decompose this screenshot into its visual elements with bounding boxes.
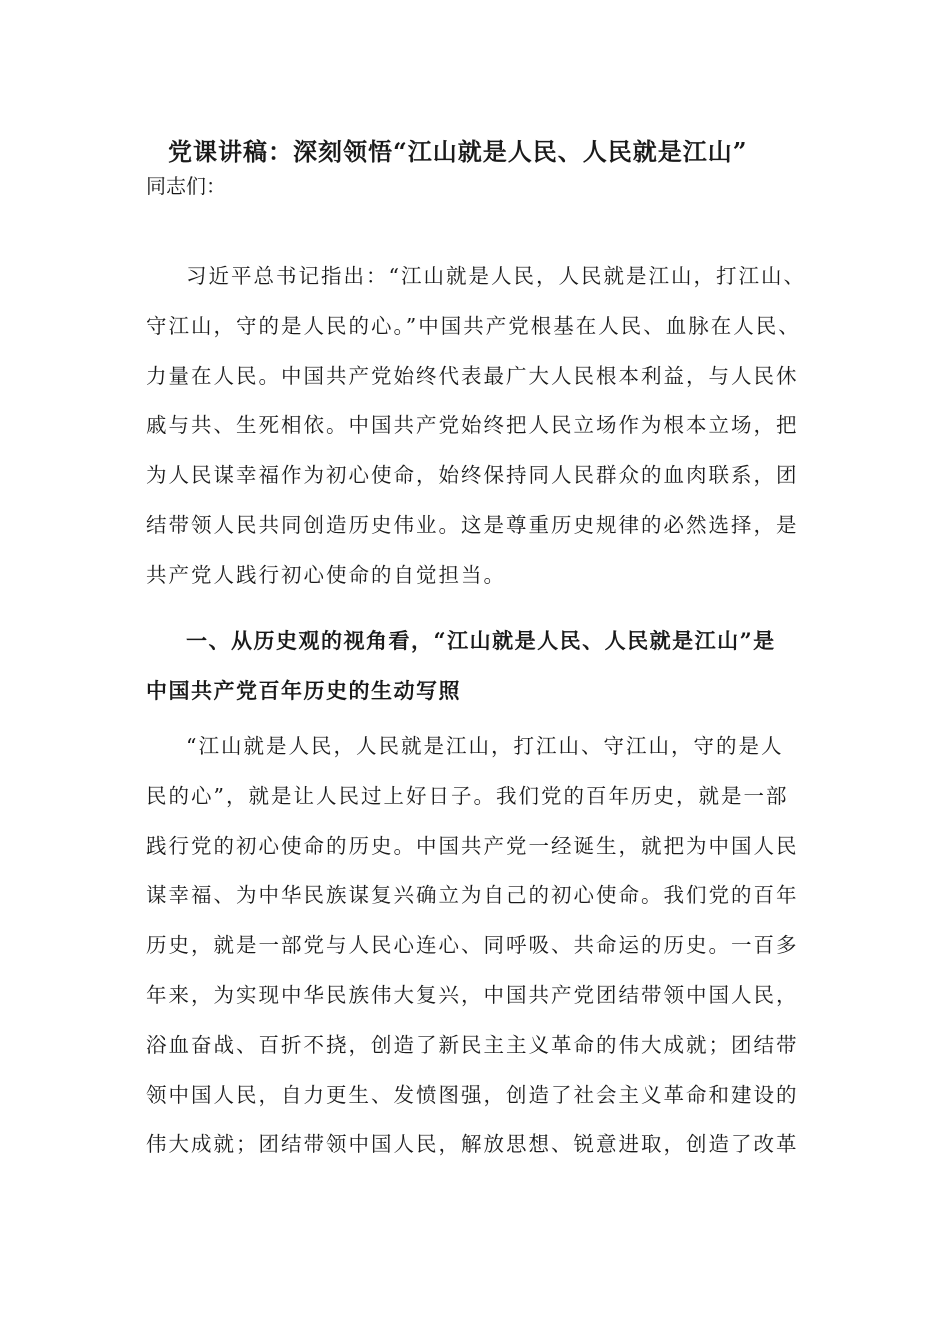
paragraph-line: 年来，为实现中华民族伟大复兴，中国共产党团结带领中国人民，	[146, 982, 799, 1007]
section-heading	[146, 616, 836, 716]
heading-line: 中国共产党百年历史的生动写照	[146, 677, 461, 703]
paragraph-line: 力量在人民。中国共产党始终代表最广大人民根本利益，与人民休	[146, 363, 799, 388]
paragraph-intro	[146, 252, 836, 601]
heading-line: 一、从历史观的视角看，“江山就是人民、人民就是江山”是	[186, 628, 776, 653]
paragraph-history	[146, 722, 836, 1170]
paragraph-line: 共产党人践行初心使命的自觉担当。	[146, 562, 506, 587]
paragraph-line: 民的心”，就是让人民过上好日子。我们党的百年历史，就是一部	[146, 783, 789, 808]
paragraph-line: 谋幸福、为中华民族谋复兴确立为自己的初心使命。我们党的百年	[146, 883, 799, 908]
document-title: 党课讲稿：深刻领悟“江山就是人民、人民就是江山”	[168, 137, 748, 166]
paragraph-line: 践行党的初心使命的历史。中国共产党一经诞生，就把为中国人民	[146, 833, 799, 858]
paragraph-line: 历史，就是一部党与人民心连心、同呼吸、共命运的历史。一百多	[146, 933, 799, 958]
paragraph-line: 浴血奋战、百折不挠，创造了新民主主义革命的伟大成就；团结带	[146, 1032, 799, 1057]
paragraph-line: 领中国人民，自力更生、发愤图强，创造了社会主义革命和建设的	[146, 1082, 799, 1107]
paragraph-line: 守江山，守的是人民的心。”中国共产党根基在人民、血脉在人民、	[146, 313, 801, 338]
paragraph-line: 伟大成就；团结带领中国人民，解放思想、锐意进取，创造了改革	[146, 1132, 799, 1157]
paragraph-line: 戚与共、生死相依。中国共产党始终把人民立场作为根本立场，把	[146, 413, 799, 438]
salutation: 同志们：	[146, 174, 226, 198]
paragraph-line: 习近平总书记指出：“江山就是人民，人民就是江山，打江山、	[186, 264, 806, 288]
paragraph-line: 结带领人民共同创造历史伟业。这是尊重历史规律的必然选择，是	[146, 512, 799, 537]
paragraph-line: 为人民谋幸福作为初心使命，始终保持同人民群众的血肉联系，团	[146, 463, 799, 488]
paragraph-line: “江山就是人民，人民就是江山，打江山、守江山，守的是人	[186, 734, 784, 758]
